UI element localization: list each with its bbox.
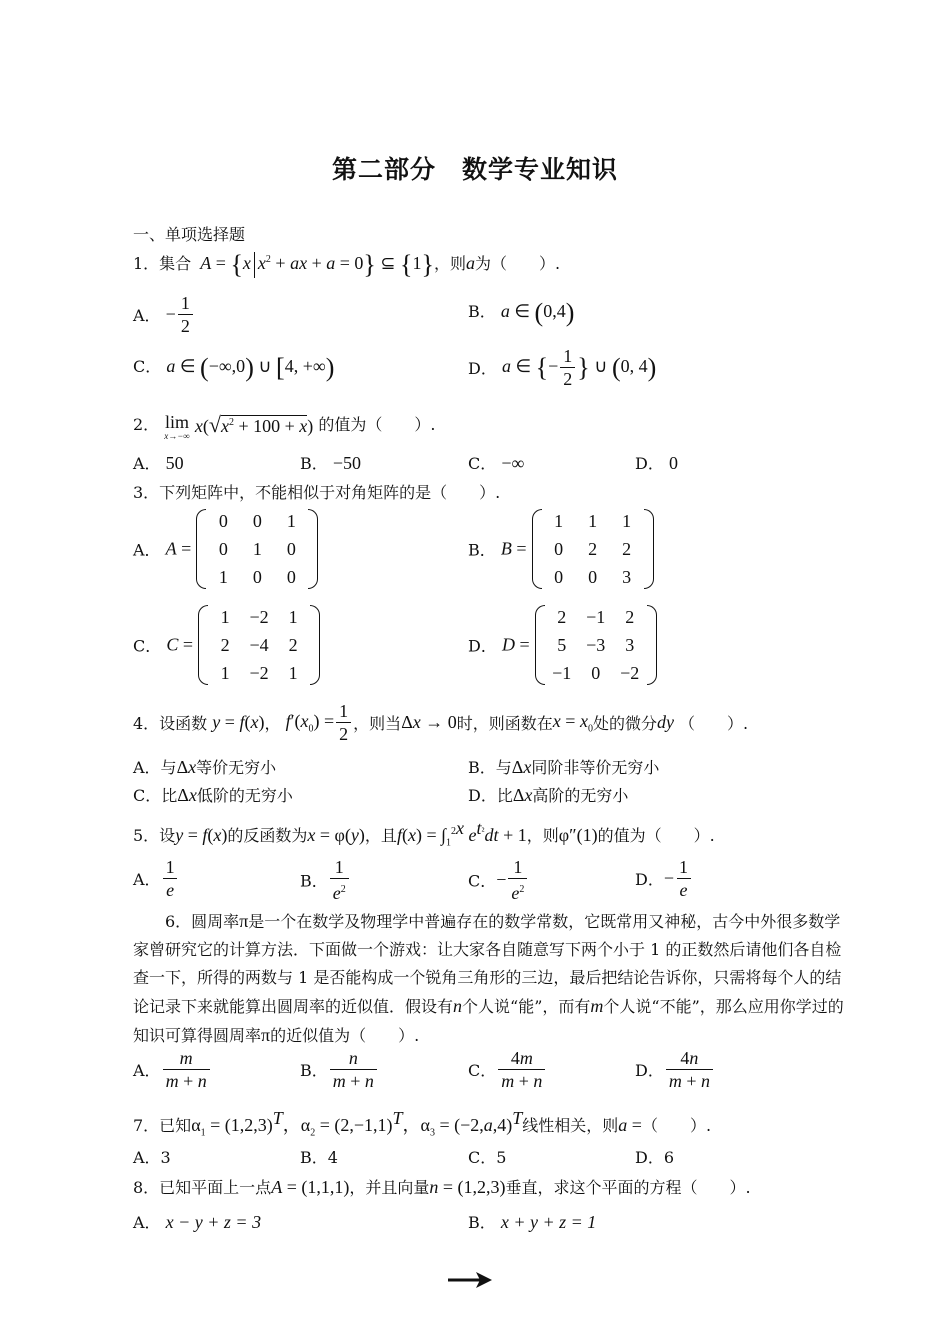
question-5-stem: 5．设y = f(x)的反函数为x = φ(y)，且$f(x) = \int_1^{2x}$ $e^{t^2}dt + 1$，则φ″(1)的值为（ ）. [133,818,715,849]
question-7-option-b: B．4 [300,1148,338,1167]
question-4-option-a: A．与Δx等价无穷小 [133,757,277,777]
question-3-option-a: A． A = 0 0 1 0 1 0 1 0 0 [133,507,318,591]
question-2-option-b: B． −50 [300,453,362,473]
question-8-stem: 8．已知平面上一点A = (1,1,1)，并且向量n = (1,2,3)垂直，求这个平面的方程（ ）. [133,1177,751,1197]
question-5-option-a: A． $\frac{1}{e}$ [133,856,180,901]
question-1-option-d: D． a ∈ {− $\frac{1}{2}$ } ∪ (0, 4) [468,346,657,389]
question-6-option-b: B． $\frac{n}{m + n}$ [300,1047,379,1092]
question-1-stem: 1．集合 A = {x $x^2$ + ax + a = 0} ⊆ {1}，则a为（ ）. [133,250,561,279]
question-6-option-c: C． $\frac{4m}{m + n}$ [468,1047,547,1092]
question-5-option-c: C．− $\frac{1}{e^2}$ [468,856,529,904]
matrix-d: 2 −1 2 5 −3 3 −1 0 −2 [535,603,657,687]
right-arrow-icon [446,1270,494,1294]
question-4-option-d: D．比Δx高阶的无穷小 [468,785,629,805]
question-7-option-c: C．5 [468,1148,507,1167]
question-2-option-c: C． −∞ [468,453,525,473]
question-1-option-b: B． a ∈ (0,4) [468,298,575,327]
question-7-stem: 7．已知$\alpha_1 = (1,2,3)^T$，$\alpha_2 = (2,-1,1)^T$，$\alpha_3 = (-2,a,4)^T$线性相关，则a =（ ）. [133,1108,712,1139]
question-4-option-c: C．比Δx低阶的无穷小 [133,785,293,805]
question-3-option-c: C． C = 1 −2 1 2 −4 2 1 −2 1 [133,603,320,687]
question-2-stem: 2． lim x→−∞ $x(√x^2 + 100 + x)$ 的值为（ ）. [133,412,436,441]
question-2-option-d: D． 0 [635,453,678,473]
question-7-option-a: A．3 [133,1148,171,1167]
question-6-stem: 6．圆周率π是一个在数学及物理学中普遍存在的数学常数，它既常用又神秘，古今中外很多数学家曾研究它的计算方法．下面做一个游戏：让大家各自随意写下两个小于 1 的正数然后请他们各自检查一下，所得的两数与 1 是否能构成一个锐角三角形的三边，最后把结论告诉你，只需将每个人的结论记录下来就能算出圆周率的近似值．假设有n个人说“能”，而有m个人说“不能”，那么应用你学过的知识可算得圆周率π的近似值为（ ）. [133,911,844,1045]
page-title: 第二部分 数学专业知识 [331,155,618,184]
question-7-option-d: D．6 [635,1148,675,1167]
question-3-stem: 3．下列矩阵中，不能相似于对角矩阵的是（ ）. [133,483,501,502]
question-8-option-b: B． x + y + z = 1 [468,1212,597,1232]
matrix-c: 1 −2 1 2 −4 2 1 −2 1 [198,603,320,687]
question-1-option-a: A． − $\frac{1}{2}$ [133,292,195,337]
matrix-a: 0 0 1 0 1 0 1 0 0 [196,507,318,591]
section-heading: 一、单项选择题 [133,225,246,244]
matrix-b: 1 1 1 0 2 2 0 0 3 [532,507,654,591]
question-6-option-a: A． $\frac{m}{m + n}$ [133,1047,212,1092]
question-3-option-d: D． D = 2 −1 2 5 −3 3 −1 0 −2 [468,603,657,687]
question-5-option-d: D．− $\frac{1}{e}$ [635,856,693,901]
question-4-stem: 4．设函数 y = f(x)， $f'(x_0)$ = $\frac{1}{2}$ ，则当Δx → 0时，则函数在$x = x_0$处的微分dy （ ）. [133,701,749,744]
question-3-option-b: B． B = 1 1 1 0 2 2 0 0 3 [468,507,654,591]
question-1-option-c: C． a ∈ (−∞,0) ∪ [4, +∞) [133,353,335,382]
question-8-option-a: A． x − y + z = 3 [133,1212,262,1232]
question-6-option-d: D． $\frac{4n}{m + n}$ [635,1047,715,1092]
question-4-option-b: B．与Δx同阶非等价无穷小 [468,757,660,777]
question-5-option-b: B． $\frac{1}{e^2}$ [300,856,351,904]
question-2-option-a: A． 50 [133,453,184,473]
